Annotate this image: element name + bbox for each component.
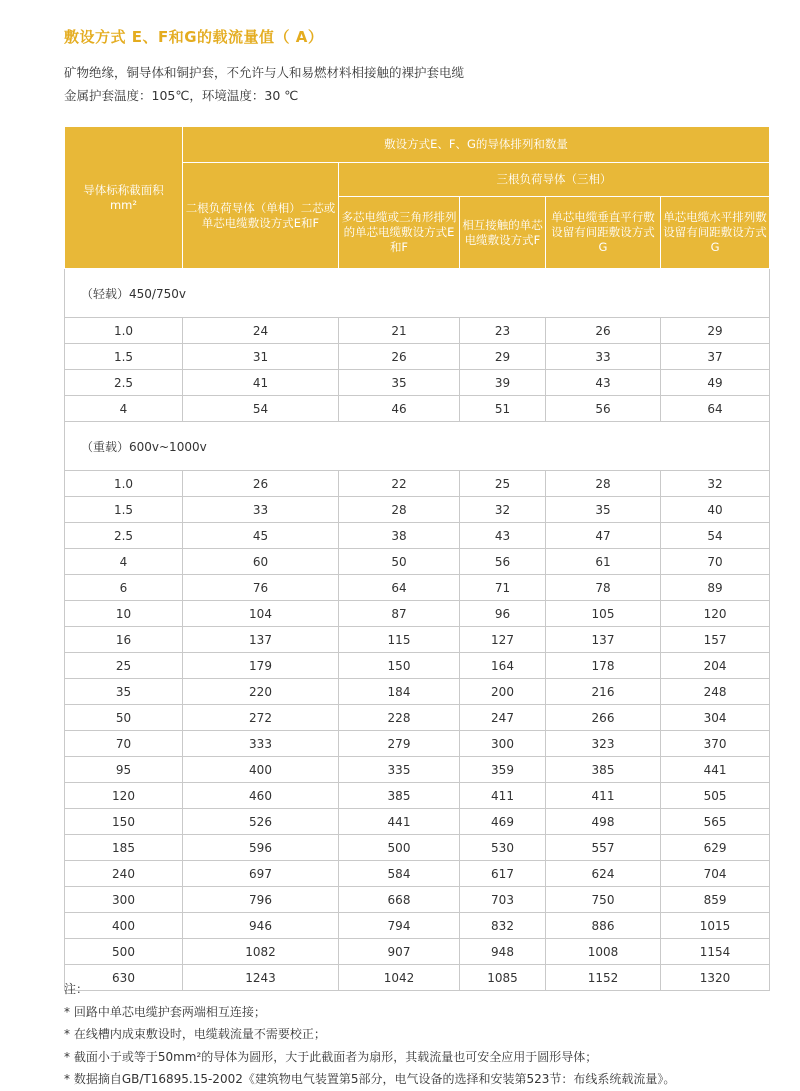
ampacity-cell: 47 — [546, 523, 661, 549]
ampacity-cell: 704 — [661, 861, 770, 887]
ampacity-cell: 411 — [546, 783, 661, 809]
ampacity-cell: 500 — [339, 835, 460, 861]
table-row — [65, 653, 770, 679]
section-row — [65, 422, 770, 471]
ampacity-cell: 32 — [460, 497, 546, 523]
ampacity-table — [64, 126, 770, 991]
cross-section-cell: 1.5 — [65, 344, 183, 370]
ampacity-cell: 859 — [661, 887, 770, 913]
ampacity-cell: 137 — [546, 627, 661, 653]
ampacity-cell: 385 — [546, 757, 661, 783]
ampacity-cell: 228 — [339, 705, 460, 731]
ampacity-cell: 56 — [546, 396, 661, 422]
ampacity-cell: 105 — [546, 601, 661, 627]
ampacity-cell: 43 — [460, 523, 546, 549]
ampacity-cell: 750 — [546, 887, 661, 913]
ampacity-cell: 64 — [661, 396, 770, 422]
ampacity-cell: 61 — [546, 549, 661, 575]
ampacity-cell: 1015 — [661, 913, 770, 939]
notes — [64, 978, 675, 1091]
ampacity-cell: 200 — [460, 679, 546, 705]
ampacity-cell: 87 — [339, 601, 460, 627]
cross-section-cell: 50 — [65, 705, 183, 731]
header-three-phase-group: 三根负荷导体（三相） — [339, 163, 770, 197]
ampacity-cell: 323 — [546, 731, 661, 757]
ampacity-cell: 248 — [661, 679, 770, 705]
ampacity-cell: 26 — [339, 344, 460, 370]
ampacity-cell: 26 — [183, 471, 339, 497]
ampacity-cell: 565 — [661, 809, 770, 835]
ampacity-cell: 76 — [183, 575, 339, 601]
table-row — [65, 497, 770, 523]
header-conductor-section — [65, 127, 183, 269]
ampacity-cell: 411 — [460, 783, 546, 809]
cross-section-cell: 1.0 — [65, 471, 183, 497]
table-row — [65, 783, 770, 809]
header-arrangement-group: 敷设方式E、F、G的导体排列和数量 — [183, 127, 770, 163]
ampacity-cell: 385 — [339, 783, 460, 809]
ampacity-cell: 624 — [546, 861, 661, 887]
ampacity-cell: 23 — [460, 318, 546, 344]
cross-section-cell: 1.5 — [65, 497, 183, 523]
ampacity-cell: 400 — [183, 757, 339, 783]
ampacity-cell: 335 — [339, 757, 460, 783]
header-multi-core: 多芯电缆或三角形排列的单芯电缆敷设方式E和F — [339, 197, 460, 269]
note-item: * 截面小于或等于50mm²的导体为圆形，大于此截面者为扇形，其载流量也可安全应用于圆形导体； — [64, 1049, 598, 1064]
ampacity-cell: 469 — [460, 809, 546, 835]
page-title: 敷设方式 E、F和G的载流量值（ A） — [64, 28, 324, 46]
ampacity-cell: 115 — [339, 627, 460, 653]
table-row — [65, 318, 770, 344]
ampacity-cell: 157 — [661, 627, 770, 653]
table-row — [65, 757, 770, 783]
ampacity-cell: 596 — [183, 835, 339, 861]
table-row — [65, 835, 770, 861]
ampacity-cell: 1082 — [183, 939, 339, 965]
ampacity-cell: 28 — [546, 471, 661, 497]
table-row — [65, 601, 770, 627]
ampacity-cell: 505 — [661, 783, 770, 809]
ampacity-cell: 220 — [183, 679, 339, 705]
ampacity-cell: 21 — [339, 318, 460, 344]
ampacity-cell: 46 — [339, 396, 460, 422]
table-row — [65, 396, 770, 422]
ampacity-cell: 78 — [546, 575, 661, 601]
ampacity-cell: 1152 — [546, 965, 661, 991]
ampacity-cell: 907 — [339, 939, 460, 965]
cross-section-cell: 2.5 — [65, 523, 183, 549]
section-label: （轻载）450/750v — [65, 269, 770, 318]
ampacity-cell: 370 — [661, 731, 770, 757]
table-row — [65, 731, 770, 757]
ampacity-cell: 584 — [339, 861, 460, 887]
ampacity-cell: 37 — [661, 344, 770, 370]
header-horizontal: 单芯电缆水平排列敷设留有间距敷设方式G — [661, 197, 770, 269]
header-vertical: 单芯电缆垂直平行敷设留有间距敷设方式G — [546, 197, 661, 269]
cross-section-cell: 500 — [65, 939, 183, 965]
ampacity-cell: 266 — [546, 705, 661, 731]
ampacity-cell: 70 — [661, 549, 770, 575]
ampacity-cell: 89 — [661, 575, 770, 601]
ampacity-cell: 1243 — [183, 965, 339, 991]
ampacity-cell: 96 — [460, 601, 546, 627]
ampacity-cell: 179 — [183, 653, 339, 679]
ampacity-cell: 137 — [183, 627, 339, 653]
ampacity-cell: 629 — [661, 835, 770, 861]
ampacity-cell: 204 — [661, 653, 770, 679]
ampacity-cell: 247 — [460, 705, 546, 731]
ampacity-cell: 1042 — [339, 965, 460, 991]
cross-section-cell: 4 — [65, 396, 183, 422]
table-row — [65, 471, 770, 497]
ampacity-cell: 54 — [183, 396, 339, 422]
ampacity-cell: 29 — [460, 344, 546, 370]
ampacity-cell: 1154 — [661, 939, 770, 965]
table-row — [65, 344, 770, 370]
ampacity-cell: 441 — [661, 757, 770, 783]
ampacity-cell: 832 — [460, 913, 546, 939]
table-row — [65, 627, 770, 653]
ampacity-cell: 24 — [183, 318, 339, 344]
ampacity-cell: 668 — [339, 887, 460, 913]
ampacity-cell: 1085 — [460, 965, 546, 991]
ampacity-cell: 178 — [546, 653, 661, 679]
ampacity-cell: 54 — [661, 523, 770, 549]
ampacity-cell: 948 — [460, 939, 546, 965]
ampacity-cell: 557 — [546, 835, 661, 861]
cross-section-cell: 95 — [65, 757, 183, 783]
table-row — [65, 549, 770, 575]
table-row — [65, 705, 770, 731]
ampacity-cell: 359 — [460, 757, 546, 783]
cross-section-cell: 185 — [65, 835, 183, 861]
cross-section-cell: 10 — [65, 601, 183, 627]
ampacity-cell: 127 — [460, 627, 546, 653]
cross-section-cell: 400 — [65, 913, 183, 939]
ampacity-cell: 51 — [460, 396, 546, 422]
ampacity-cell: 39 — [460, 370, 546, 396]
ampacity-cell: 300 — [460, 731, 546, 757]
temperature-conditions: 金属护套温度：105℃，环境温度：30 ℃ — [64, 88, 299, 103]
ampacity-cell: 28 — [339, 497, 460, 523]
ampacity-cell: 794 — [339, 913, 460, 939]
cross-section-cell: 150 — [65, 809, 183, 835]
header-two-phase: 二根负荷导体（单相）二芯或单芯电缆敷设方式E和F — [183, 163, 339, 269]
ampacity-cell: 216 — [546, 679, 661, 705]
cross-section-cell: 35 — [65, 679, 183, 705]
ampacity-cell: 32 — [661, 471, 770, 497]
ampacity-cell: 38 — [339, 523, 460, 549]
ampacity-cell: 33 — [546, 344, 661, 370]
section-row — [65, 269, 770, 318]
ampacity-cell: 526 — [183, 809, 339, 835]
ampacity-cell: 1320 — [661, 965, 770, 991]
ampacity-cell: 35 — [339, 370, 460, 396]
ampacity-cell: 796 — [183, 887, 339, 913]
ampacity-cell: 498 — [546, 809, 661, 835]
ampacity-cell: 697 — [183, 861, 339, 887]
cross-section-cell: 240 — [65, 861, 183, 887]
cable-description: 矿物绝缘，铜导体和铜护套，不允许与人和易燃材料相接触的裸护套电缆 — [64, 65, 465, 80]
ampacity-cell: 35 — [546, 497, 661, 523]
table-row — [65, 887, 770, 913]
ampacity-cell: 184 — [339, 679, 460, 705]
ampacity-cell: 460 — [183, 783, 339, 809]
ampacity-cell: 60 — [183, 549, 339, 575]
table-row — [65, 523, 770, 549]
ampacity-cell: 33 — [183, 497, 339, 523]
ampacity-cell: 703 — [460, 887, 546, 913]
ampacity-cell: 333 — [183, 731, 339, 757]
cross-section-cell: 2.5 — [65, 370, 183, 396]
ampacity-cell: 304 — [661, 705, 770, 731]
cross-section-cell: 630 — [65, 965, 183, 991]
note-item: * 数据摘自GB/T16895.15-2002《建筑物电气装置第5部分，电气设备的选择和安装第523节：布线系统载流量》。 — [64, 1072, 676, 1086]
ampacity-cell: 49 — [661, 370, 770, 396]
ampacity-cell: 71 — [460, 575, 546, 601]
ampacity-cell: 164 — [460, 653, 546, 679]
ampacity-cell: 1008 — [546, 939, 661, 965]
cross-section-cell: 16 — [65, 627, 183, 653]
cross-section-cell: 120 — [65, 783, 183, 809]
ampacity-cell: 272 — [183, 705, 339, 731]
ampacity-cell: 279 — [339, 731, 460, 757]
note-item: * 回路中单芯电缆护套两端相互连接； — [64, 1004, 266, 1019]
table-row — [65, 679, 770, 705]
table-row — [65, 939, 770, 965]
ampacity-cell: 150 — [339, 653, 460, 679]
header-unit: mm² — [109, 197, 137, 212]
note-item: * 在线槽内成束敷设时，电缆载流量不需要校正； — [64, 1027, 326, 1041]
table-row — [65, 913, 770, 939]
ampacity-cell: 946 — [183, 913, 339, 939]
ampacity-cell: 43 — [546, 370, 661, 396]
ampacity-cell: 41 — [183, 370, 339, 396]
ampacity-cell: 25 — [460, 471, 546, 497]
ampacity-cell: 64 — [339, 575, 460, 601]
notes-heading: 注： — [64, 982, 89, 996]
ampacity-cell: 45 — [183, 523, 339, 549]
section-label: （重载）600v~1000v — [65, 422, 770, 471]
ampacity-cell: 530 — [460, 835, 546, 861]
ampacity-cell: 26 — [546, 318, 661, 344]
ampacity-cell: 441 — [339, 809, 460, 835]
cross-section-cell: 25 — [65, 653, 183, 679]
ampacity-cell: 886 — [546, 913, 661, 939]
header-touching: 相互接触的单芯电缆敷设方式F — [460, 197, 546, 269]
ampacity-cell: 104 — [183, 601, 339, 627]
ampacity-cell: 31 — [183, 344, 339, 370]
table-row — [65, 370, 770, 396]
cross-section-cell: 6 — [65, 575, 183, 601]
ampacity-cell: 56 — [460, 549, 546, 575]
cross-section-cell: 4 — [65, 549, 183, 575]
ampacity-cell: 50 — [339, 549, 460, 575]
ampacity-cell: 40 — [661, 497, 770, 523]
table-row — [65, 861, 770, 887]
table-row — [65, 809, 770, 835]
cross-section-cell: 300 — [65, 887, 183, 913]
ampacity-cell: 617 — [460, 861, 546, 887]
cross-section-cell: 70 — [65, 731, 183, 757]
cross-section-cell: 1.0 — [65, 318, 183, 344]
table-row — [65, 575, 770, 601]
header-conductor-section-label: 导体标称截面积 — [83, 182, 164, 197]
ampacity-cell: 22 — [339, 471, 460, 497]
ampacity-cell: 29 — [661, 318, 770, 344]
ampacity-cell: 120 — [661, 601, 770, 627]
